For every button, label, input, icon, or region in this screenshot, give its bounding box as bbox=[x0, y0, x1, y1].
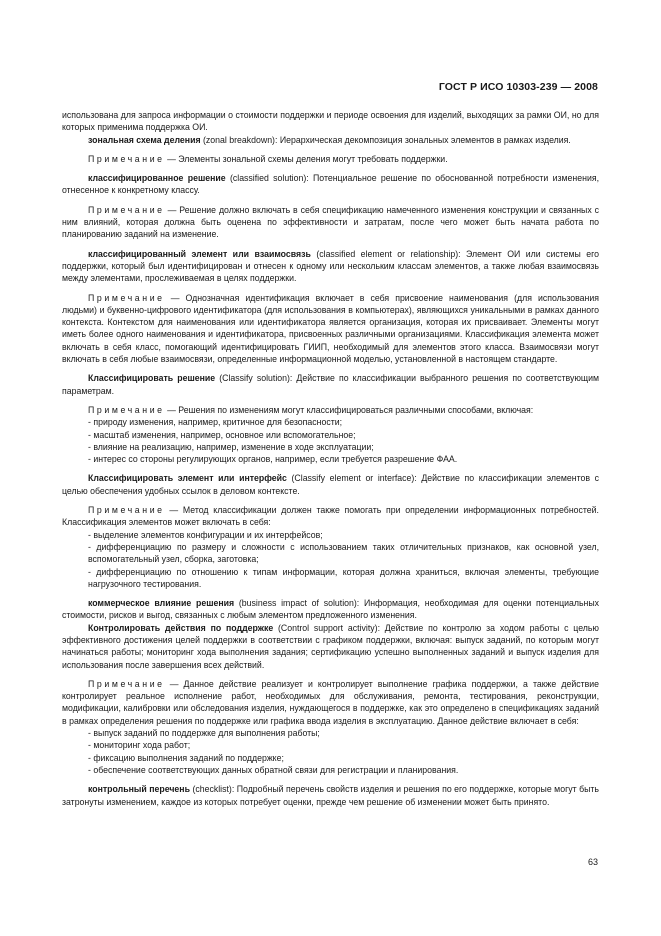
term-definition bbox=[62, 622, 599, 671]
note-label: Примечание bbox=[88, 678, 165, 689]
term-name: Контролировать действия по поддержке bbox=[88, 622, 274, 633]
term-definition bbox=[62, 783, 599, 808]
note-paragraph bbox=[62, 504, 599, 529]
note-text: — Решение должно включать в себя спецификацию намеченного изменения конструкции и связанных с ним влияний, которая должна быть оценена по эффективности и затратам, после чего может быть начата работа по планированию заданий на изменение. bbox=[62, 204, 599, 240]
list-item bbox=[62, 541, 599, 566]
note-text: — Данное действие реализует и контролирует выполнение графика поддержки, а также действие контролирует реальное исполнение работ, необходимых для обслуживания, ремонта, тестирования, реконструкции, модификации, калибровки или обследования изделия, нуждающегося в поддержке, как это определено в спецификациях заданий в рамках определения решения по поддержке или графика ввода изделия в эксплуатацию. Данное действие включает в себя: bbox=[62, 678, 599, 726]
term-name: Классифицировать элемент или интерфейс bbox=[88, 473, 287, 484]
term-name: коммерческое влияние решения bbox=[88, 598, 235, 609]
definition-text: (zonal breakdown): Иерархическая декомпозиция зональных элементов в рамках изделия. bbox=[200, 134, 571, 145]
definition-text: (Classify element or interface): Действие по классификации элементов с целью обеспечения удобных ссылок в деловом контексте. bbox=[62, 473, 599, 496]
note-label: Примечание bbox=[88, 505, 165, 516]
list-item-text: - обеспечение соответствующих данных обратной связи для регистрации и планирования. bbox=[88, 764, 459, 775]
paragraph-text: использована для запроса информации о стоимости поддержки и периоде освоения для изделий, выходящих за рамки ОИ, но для которых применима поддержка ОИ. bbox=[62, 110, 599, 133]
paragraph-gap bbox=[62, 590, 599, 597]
note-text: — Решения по изменениям могут классифицироваться различными способами, включая: bbox=[164, 404, 534, 415]
definition-text: (checklist): Подробный перечень свойств изделия и решения по его поддержке, которые могут быть затронуты изменением, каждое из которых потребует оценки, прежде чем решение об изменении может быть принято. bbox=[62, 784, 599, 807]
term-name: зональная схема деления bbox=[88, 134, 201, 145]
definition-text: (business impact of solution): Информация, необходимая для оценки потенциальных стоимости, рисков и выгод, связанных с любым элементом предложенного изменения. bbox=[62, 598, 599, 621]
list-item bbox=[62, 752, 599, 764]
note-paragraph bbox=[62, 204, 599, 241]
list-item-text: - масштаб изменения, например, основное или вспомогательное; bbox=[88, 429, 356, 440]
note-label: Примечание bbox=[88, 204, 165, 215]
list-item-text: - фиксацию выполнения заданий по поддержке; bbox=[88, 752, 284, 763]
list-item bbox=[62, 441, 599, 453]
note-text: — Элементы зональной схемы деления могут требовать поддержки. bbox=[164, 153, 448, 164]
list-item-text: - интерес со стороны регулирующих органов, например, если требуется разрешение ФАА. bbox=[88, 454, 458, 465]
term-definition bbox=[62, 372, 599, 397]
paragraph-gap bbox=[62, 776, 599, 783]
paragraph-gap bbox=[62, 146, 599, 153]
definition-text: (Control support activity): Действие по контролю за ходом работы с целью эффективного достижения целей поддержки в соответствии с графиком поддержки, включая: выпуск заданий, по которым могут начинаться работы; мониторинг хода выполнения задания; сертификацию успешно выполненных заданий и выпуск изделия для использования после завершения всех действий. bbox=[62, 622, 599, 670]
paragraph-gap bbox=[62, 465, 599, 472]
list-item-text: - природу изменения, например, критичное для безопасности; bbox=[88, 417, 343, 428]
list-item bbox=[62, 416, 599, 428]
paragraph-gap bbox=[62, 497, 599, 504]
note-label: Примечание bbox=[88, 404, 165, 415]
term-name: контрольный перечень bbox=[88, 784, 190, 795]
paragraph-gap bbox=[62, 165, 599, 172]
list-item bbox=[62, 429, 599, 441]
paragraph-gap bbox=[62, 397, 599, 404]
note-paragraph bbox=[62, 404, 599, 416]
term-definition bbox=[62, 134, 599, 146]
paragraph-gap bbox=[62, 197, 599, 204]
list-item-text: - дифференциацию по отношению к типам информации, которая должна храниться, включая элементы, требующие нагрузочного тестирования. bbox=[88, 566, 599, 589]
definition-text: (Classify solution): Действие по классификации выбранного решения по соответствующим параметрам. bbox=[62, 373, 599, 396]
paragraph-gap bbox=[62, 365, 599, 372]
definition-text: (classified element or relationship): Элемент ОИ или системы его поддержки, который был идентифицирован и отнесен к одному или нескольким классам элементов, а также любая взаимосвязь между элементами, прослеживаемая в целях поддержки. bbox=[62, 248, 599, 284]
body-paragraph bbox=[62, 109, 599, 134]
note-label: Примечание bbox=[88, 292, 165, 303]
list-item-text: - мониторинг хода работ; bbox=[88, 740, 191, 751]
note-paragraph bbox=[62, 678, 599, 727]
note-text: — Метод классификации должен также помогать при определении информационных потребностей. Классификация элементов может включать в себя: bbox=[62, 505, 599, 528]
term-name: Классифицировать решение bbox=[88, 373, 216, 384]
page-number: 63 bbox=[588, 857, 599, 867]
list-item bbox=[62, 453, 599, 465]
note-paragraph bbox=[62, 292, 599, 366]
list-item bbox=[62, 764, 599, 776]
list-item bbox=[62, 727, 599, 739]
paragraph-gap bbox=[62, 285, 599, 292]
list-item bbox=[62, 529, 599, 541]
term-definition bbox=[62, 597, 599, 622]
list-item-text: - выделение элементов конфигурации и их интерфейсов; bbox=[88, 529, 323, 540]
paragraph-gap bbox=[62, 671, 599, 678]
note-text: — Однозначная идентификация включает в себя присвоение наименования (для использования людьми) и буквенно-цифрового идентификатора (для использования в компьютерах), являющихся уникальными в рамках данного контекста. Контекстом для наименования или идентификатора является организация, которая их присваивает. Элементы могут иметь более одного наименования и идентификатора, присвоенных различными организациями. Классификация элемента может включать в себя класс, помогающий идентифицировать ГИИП, необходимый для элементов этого класса. Взаимосвязи могут включать в себя любые взаимосвязи, определенные информационной моделью, установленной в настоящем стандарте. bbox=[62, 292, 599, 365]
list-item-text: - дифференциацию по размеру и сложности с использованием таких отличительных признаков, как основной узел, вспомогательный узел, сборка, заготовка; bbox=[88, 541, 599, 565]
term-name: классифицированное решение bbox=[88, 173, 226, 184]
page-header: ГОСТ Р ИСО 10303-239 — 2008 bbox=[438, 81, 598, 93]
list-item-text: - выпуск заданий по поддержке для выполнения работы; bbox=[88, 728, 320, 739]
term-definition bbox=[62, 248, 599, 285]
term-definition bbox=[62, 472, 599, 497]
note-paragraph bbox=[62, 153, 599, 165]
list-item bbox=[62, 739, 599, 751]
term-definition bbox=[62, 172, 599, 197]
definition-text: (classified solution): Потенциальное решение по обоснованной потребности изменения, отнесенное к конкретному классу. bbox=[62, 173, 599, 196]
paragraph-gap bbox=[62, 241, 599, 248]
term-name: классифицированный элемент или взаимосвязь bbox=[88, 248, 311, 259]
list-item bbox=[62, 566, 599, 591]
list-item-text: - влияние на реализацию, например, изменение в ходе эксплуатации; bbox=[88, 441, 374, 452]
page-body bbox=[62, 109, 599, 808]
note-label: Примечание bbox=[88, 153, 165, 164]
